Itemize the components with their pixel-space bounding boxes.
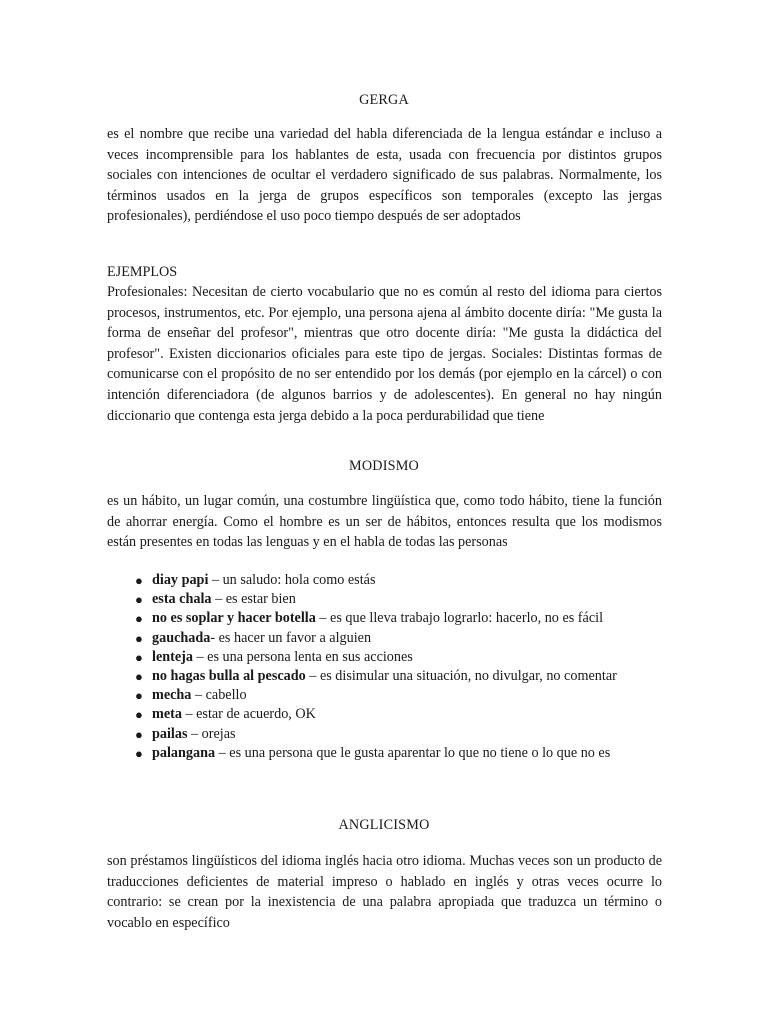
anglicismo-paragraph: son préstamos lingüísticos del idioma inglés hacia otro idioma. Muchas veces son un producto de traducciones deficientes de material impreso o hablado en inglés y otras veces ocurre lo contrario: se crean por la inexistencia de una palabra apropiada que traduzca un término o vocablo en específico bbox=[107, 853, 662, 931]
list-item-definition: – es disimular una situación, no divulgar, no comentar bbox=[305, 668, 617, 685]
list-item bbox=[107, 629, 667, 648]
section-title-gerga: GERGA bbox=[359, 92, 409, 108]
list-item-definition: – es estar bien bbox=[211, 591, 296, 608]
bullet-icon: ● bbox=[135, 726, 143, 742]
list-item bbox=[107, 590, 667, 609]
list-item-term: no hagas bulla al pescado bbox=[152, 668, 306, 685]
list-item-term: mecha bbox=[152, 687, 192, 704]
section-body-modismo bbox=[107, 491, 662, 553]
list-item-term: lenteja bbox=[152, 648, 193, 665]
bullet-icon: ● bbox=[135, 630, 143, 646]
list-item bbox=[107, 648, 667, 667]
list-item-definition: – cabello bbox=[191, 687, 247, 704]
ejemplos-paragraph: Profesionales: Necesitan de cierto vocabulario que no es común al resto del idioma para ciertos procesos, instrumentos, etc. Por ejemplo, una persona ajena al ámbito docente diría: "Me gusta la forma de enseñar del profesor", mientras que otro docente diría: "Me gusta la didáctica del profesor". Existen diccionarios oficiales para este tipo de jergas. Sociales: Distintas formas de comunicarse con el propósito de no ser entendido por los demás (por ejemplo en la cárcel) o con intención diferenciadora (de algunos barrios y de adolescentes). En general no hay ningún diccionario que contenga esta jerga debido a la poca perdurabilidad que tiene bbox=[107, 284, 662, 424]
list-item bbox=[107, 744, 667, 763]
bullet-icon: ● bbox=[135, 669, 143, 685]
list-item-definition: - es hacer un favor a alguien bbox=[210, 629, 372, 646]
list-item-term: esta chala bbox=[152, 591, 212, 608]
list-item-term: meta bbox=[152, 706, 182, 723]
section-body-gerga bbox=[107, 124, 662, 227]
list-item bbox=[107, 686, 667, 705]
list-item bbox=[107, 725, 667, 744]
bullet-icon: ● bbox=[135, 611, 143, 627]
list-item-definition: – un saludo: hola como estás bbox=[208, 572, 376, 588]
list-item-definition: – es que lleva trabajo lograrlo: hacerlo, no es fácil bbox=[315, 610, 604, 627]
list-item-term: palangana bbox=[152, 744, 216, 761]
bullet-icon: ● bbox=[135, 707, 143, 723]
list-item-definition: – es una persona lenta en sus acciones bbox=[192, 648, 413, 665]
section-body-ejemplos bbox=[107, 282, 662, 426]
list-item-term: gauchada bbox=[152, 629, 211, 646]
bullet-icon: ● bbox=[135, 592, 143, 608]
list-item bbox=[107, 667, 667, 686]
bullet-icon: ● bbox=[135, 745, 143, 761]
list-item-definition: – estar de acuerdo, OK bbox=[181, 706, 316, 723]
list-item-term: pailas bbox=[152, 725, 188, 742]
list-item-definition: – orejas bbox=[187, 725, 236, 742]
list-item-definition: – es una persona que le gusta aparentar lo que no tiene o lo que no es bbox=[215, 744, 611, 761]
section-title-anglicismo: ANGLICISMO bbox=[338, 817, 430, 833]
section-title-ejemplos: EJEMPLOS bbox=[107, 264, 178, 280]
section-body-anglicismo bbox=[107, 851, 662, 933]
section-title-modismo: MODISMO bbox=[349, 458, 419, 474]
bullet-icon: ● bbox=[135, 649, 143, 665]
list-item bbox=[107, 705, 667, 724]
gerga-paragraph: es el nombre que recibe una variedad del habla diferenciada de la lengua estándar e incluso a veces incomprensible para los hablantes de esta, usada con frecuencia por distintos grupos sociales con intenciones de ocultar el verdadero significado de sus palabras. Normalmente, los términos usados en la jerga de grupos específicos son temporales (excepto las jergas profesionales), perdiéndose el uso poco tiempo después de ser adoptados bbox=[107, 126, 662, 225]
modismo-paragraph: es un hábito, un lugar común, una costumbre lingüística que, como todo hábito, tiene la función de ahorrar energía. Como el hombre es un ser de hábitos, entonces resulta que los modismos están presentes en todas las lenguas y en el habla de todas las personas bbox=[107, 493, 662, 551]
list-item-term: no es soplar y hacer botella bbox=[152, 610, 316, 627]
list-item-term: diay papi bbox=[152, 572, 209, 588]
list-item bbox=[107, 609, 667, 628]
bullet-icon: ● bbox=[135, 688, 143, 704]
modismo-list bbox=[107, 571, 667, 763]
bullet-icon: ● bbox=[135, 573, 143, 588]
list-item bbox=[107, 571, 667, 590]
